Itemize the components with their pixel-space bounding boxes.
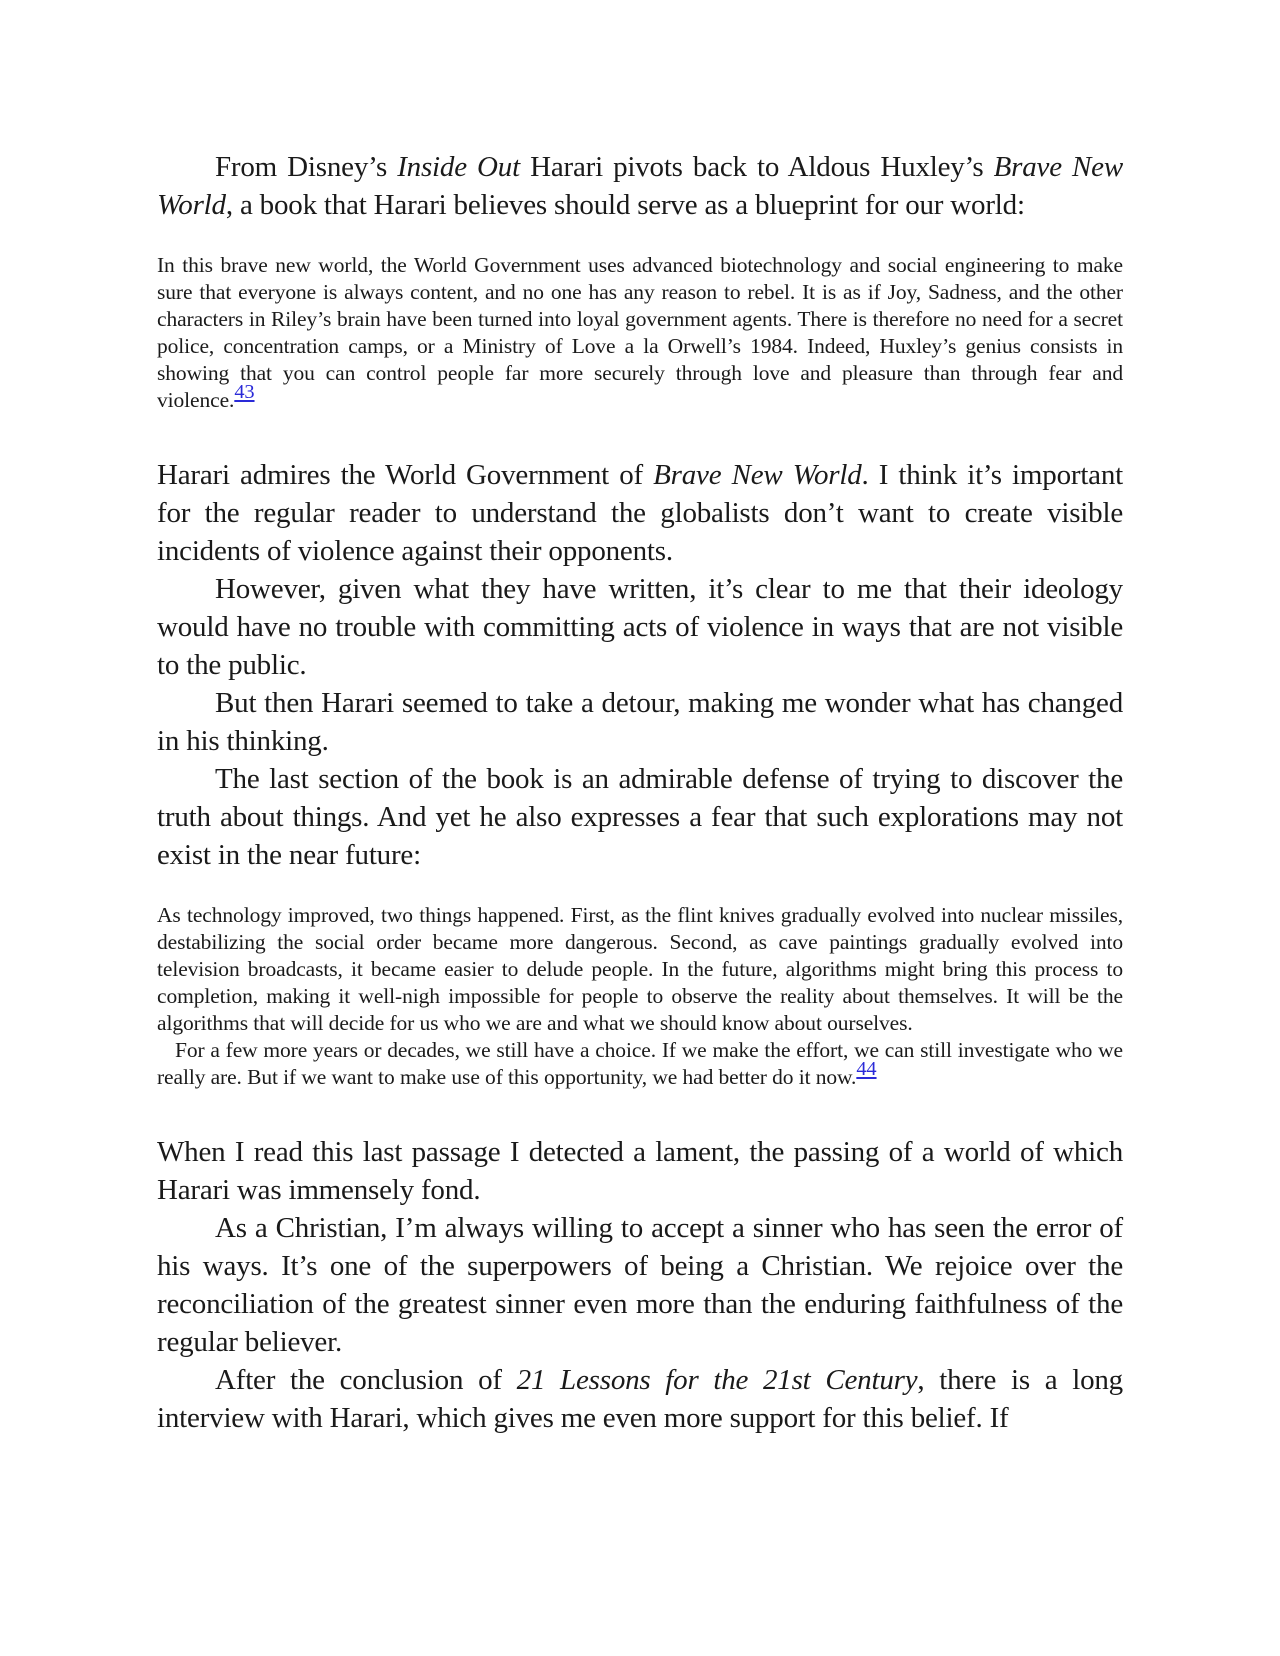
quote-paragraph — [157, 902, 1123, 1037]
text-run: Harari pivots back to Aldous Huxley’s — [519, 151, 994, 183]
body-paragraph — [157, 684, 1123, 760]
footnote-link-44[interactable]: 44 — [856, 1057, 877, 1080]
text-run: However, given what they have written, it’s clear to me that their ideology would have no trouble with committing acts of violence in ways that are not visible to the public. — [157, 573, 1123, 681]
italic-text: 21 Lessons for the 21st Century — [516, 1364, 918, 1396]
text-run: As a Christian, I’m always willing to accept a sinner who has seen the error of his ways. It’s one of the superpowers of being a Christian. We rejoice over the reconciliation of the greatest sinner even more than the enduring faithfulness of the regular believer. — [157, 1212, 1123, 1358]
text-run: As technology improved, two things happened. First, as the flint knives gradually evolved into nuclear missiles, destabilizing the social order became more dangerous. Second, as cave paintings gradually evolved into television broadcasts, it became easier to delude people. In the future, algorithms might bring this process to completion, making it well-nigh impossible for people to observe the reality about themselves. It will be the algorithms that will decide for us who we are and what we should know about ourselves. — [157, 903, 1123, 1035]
italic-text: Inside Out — [397, 151, 520, 183]
text-run: , there is a long interview with Harari, which gives me even more support for this belief. If — [157, 1364, 1123, 1434]
text-run: After the conclusion of — [215, 1364, 517, 1396]
text-run: From Disney’s — [215, 151, 398, 183]
body-paragraph — [157, 760, 1123, 874]
text-run: . I think it’s important for the regular reader to understand the globalists don’t want to create visible incidents of violence against their opponents. — [157, 459, 1124, 567]
text-run: The last section of the book is an admirable defense of trying to discover the truth about things. And yet he also expresses a fear that such explorations may not exist in the near future: — [157, 763, 1123, 871]
text-run: But then Harari seemed to take a detour, making me wonder what has changed in his thinking. — [157, 687, 1123, 757]
text-run: Harari admires the World Government of — [157, 459, 654, 491]
body-paragraph — [157, 1209, 1123, 1361]
quote-paragraph — [157, 1037, 1123, 1091]
body-paragraph — [157, 1133, 1123, 1209]
page-content — [157, 0, 1123, 1437]
italic-text: Brave New World — [157, 151, 1123, 221]
body-paragraph — [157, 148, 1123, 224]
quote-paragraph — [157, 252, 1123, 414]
text-run: When I read this last passage I detected a lament, the passing of a world of which Harari was immensely fond. — [157, 1136, 1123, 1206]
italic-text: Brave New World — [653, 459, 862, 491]
body-paragraph — [157, 456, 1123, 570]
text-run: In this brave new world, the World Government uses advanced biotechnology and social engineering to make sure that everyone is always content, and no one has any reason to rebel. It is as if Joy, Sadness, and the other characters in Riley’s brain have been turned into loyal government agents. There is therefore no need for a secret police, concentration camps, or a Ministry of Love a la Orwell’s 1984. Indeed, Huxley’s genius consists in showing that you can control people far more securely through love and pleasure than through fear and violence. — [157, 253, 1123, 412]
text-run: For a few more years or decades, we still have a choice. If we make the effort, we can still investigate who we really are. But if we want to make use of this opportunity, we had better do it now. — [157, 1038, 1123, 1089]
footnote-link-43[interactable]: 43 — [234, 380, 255, 403]
body-paragraph — [157, 570, 1123, 684]
body-paragraph — [157, 1361, 1123, 1437]
text-run: , a book that Harari believes should serve as a blueprint for our world: — [225, 189, 1025, 221]
